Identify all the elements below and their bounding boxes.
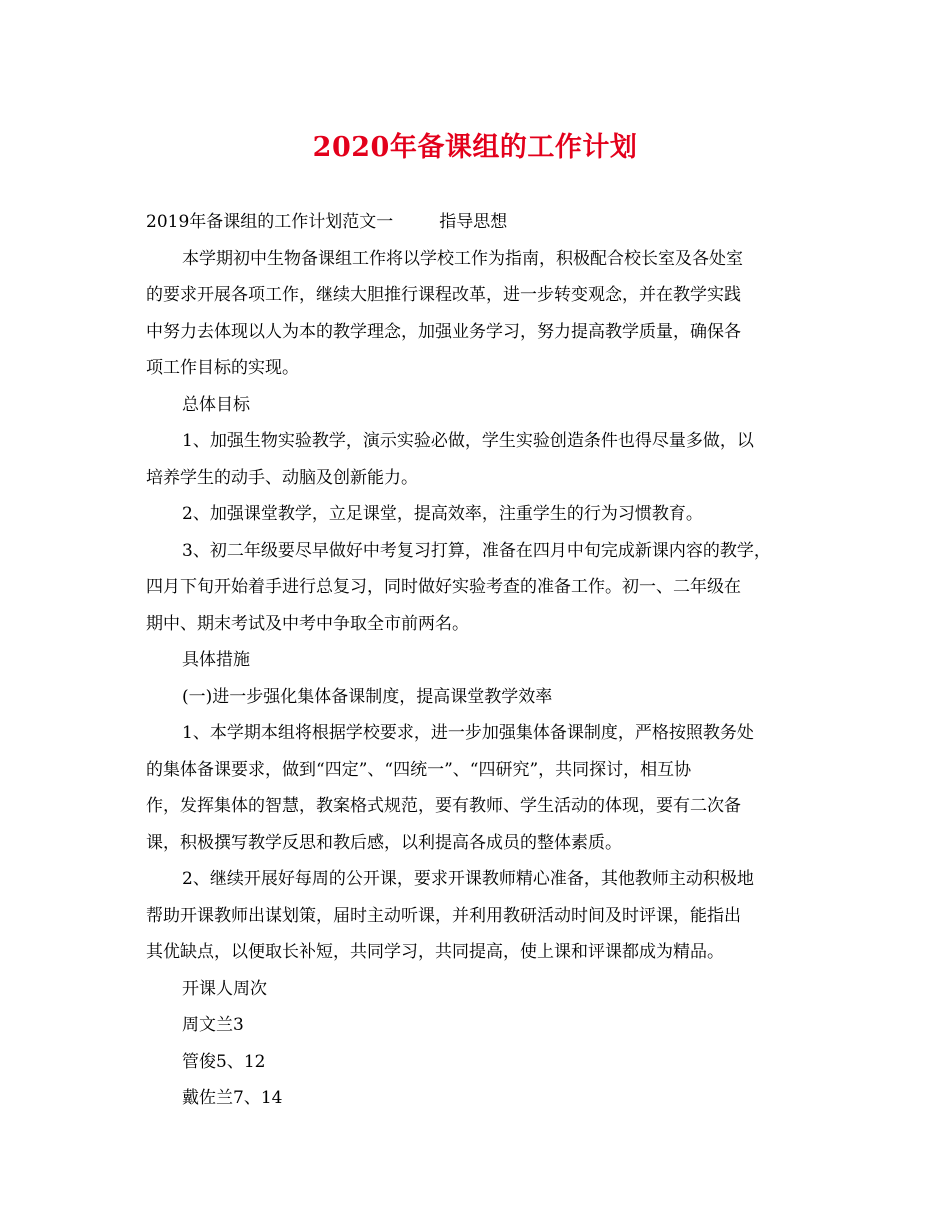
line-text: 帮助开课教师出谋划策，届时主动听课，并利用教研活动时间及时评课，能指出	[146, 905, 741, 926]
paragraph-line	[146, 1007, 816, 1044]
line-text: 1、本学期本组将根据学校要求，进一步加强集体备课制度，严格按照教务处	[182, 723, 754, 743]
paragraph-line	[146, 752, 816, 789]
line-text: 四月下旬开始着手进行总复习，同时做好实验考查的准备工作。初一、二年级在	[146, 577, 741, 597]
paragraph-line	[146, 1080, 816, 1117]
paragraph-line	[146, 569, 816, 606]
line-text: 课，积极撰写教学反思和教后感，以利提高各成员的整体素质。	[146, 832, 622, 853]
line-text: (一)进一步强化集体备课制度，提高课堂教学效率	[182, 686, 553, 707]
line-text: 周文兰3	[182, 1015, 244, 1035]
line-text: 的要求开展各项工作，继续大胆推行课程改革，进一步转变观念，并在教学实践	[146, 285, 741, 305]
line-text: 的集体备课要求，做到“四定”、“四统一”、“四研究”，共同探讨，相互协	[146, 759, 692, 780]
line-text: 期中、期末考试及中考中争取全市前两名。	[146, 613, 469, 634]
paragraph-line	[146, 825, 816, 862]
document-body	[146, 204, 816, 1117]
paragraph-line	[146, 277, 816, 314]
section-heading: 指导思想	[439, 212, 508, 232]
paragraph-line	[146, 350, 816, 387]
line-text: 中努力去体现以人为本的教学理念，加强业务学习，努力提高教学质量，确保各	[146, 321, 741, 342]
paragraph-line	[146, 460, 816, 497]
paragraph-line	[146, 204, 816, 241]
paragraph-line	[146, 788, 816, 825]
line-text: 作，发挥集体的智慧，教案格式规范，要有教师、学生活动的体现，要有二次备	[146, 796, 741, 816]
paragraph-line	[146, 423, 816, 460]
paragraph-line	[146, 934, 816, 971]
paragraph-line	[146, 898, 816, 935]
paragraph-line	[146, 606, 816, 643]
line-text: 开课人周次	[182, 978, 267, 999]
line-text: 2、加强课堂教学，立足课堂，提高效率，注重学生的行为习惯教育。	[182, 504, 703, 524]
line-text: 2019年备课组的工作计划范文一	[146, 212, 394, 232]
line-text: 项工作目标的实现。	[146, 358, 299, 378]
paragraph-line	[146, 679, 816, 716]
paragraph-line	[146, 496, 816, 533]
line-text: 2、继续开展好每周的公开课，要求开课教师精心准备，其他教师主动积极地	[182, 869, 754, 889]
line-text: 1、加强生物实验教学，演示实验必做，学生实验创造条件也得尽量多做，以	[182, 431, 754, 451]
line-text: 戴佐兰7、14	[182, 1088, 283, 1108]
paragraph-line	[146, 387, 816, 424]
line-text: 总体目标	[182, 394, 250, 415]
paragraph-line	[146, 241, 816, 278]
line-text: 培养学生的动手、动脑及创新能力。	[146, 467, 418, 488]
line-text: 具体措施	[182, 650, 250, 670]
line-text: 3、初二年级要尽早做好中考复习打算，准备在四月中旬完成新课内容的教学，	[182, 540, 771, 561]
line-text: 管俊5、12	[182, 1051, 266, 1072]
line-text: 本学期初中生物备课组工作将以学校工作为指南，积极配合校长室及各处室	[182, 248, 743, 269]
document-title: 2020年备课组的工作计划	[312, 132, 638, 163]
paragraph-line	[146, 533, 816, 570]
paragraph-line	[146, 971, 816, 1008]
paragraph-line	[146, 1044, 816, 1081]
paragraph-line	[146, 861, 816, 898]
paragraph-line	[146, 642, 816, 679]
paragraph-line	[146, 314, 816, 351]
paragraph-line	[146, 715, 816, 752]
line-text: 其优缺点，以便取长补短，共同学习，共同提高，使上课和评课都成为精品。	[146, 942, 724, 962]
